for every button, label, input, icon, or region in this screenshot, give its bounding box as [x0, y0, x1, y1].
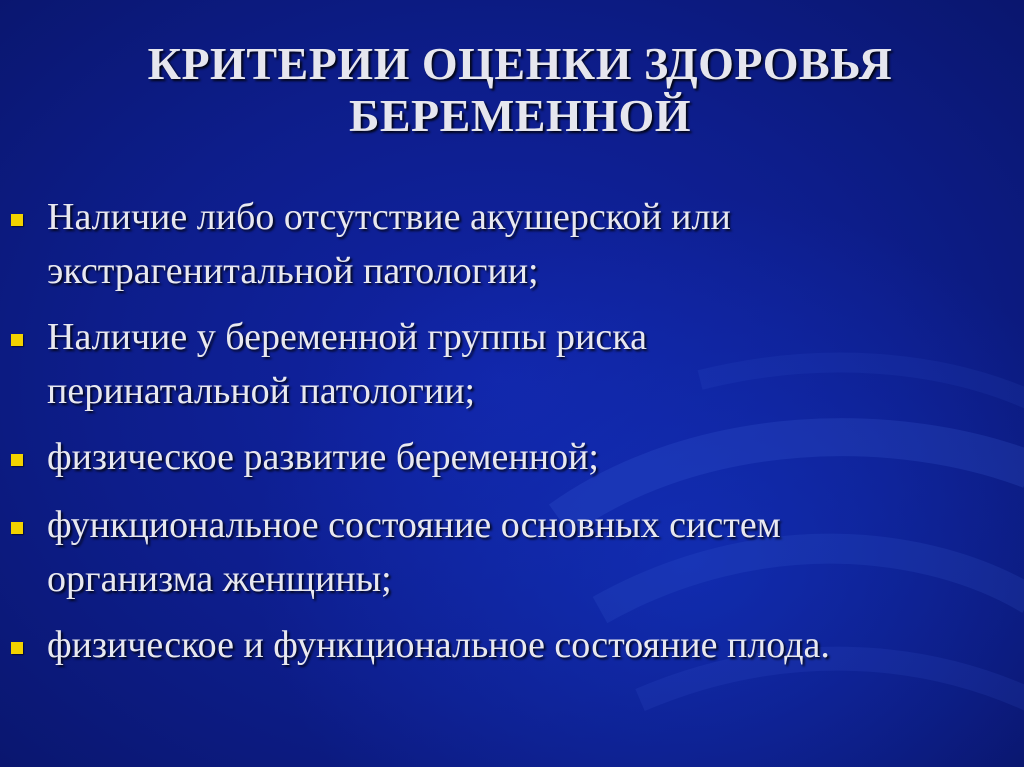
bullet-text-line: функциональное состояние основных систем: [47, 504, 781, 546]
bullet-text-line: Наличие либо отсутствие акушерской или: [47, 196, 731, 238]
square-bullet-icon: [11, 522, 23, 534]
square-bullet-icon: [11, 454, 23, 466]
bullet-item: [0, 498, 1010, 606]
bullet-item: [0, 618, 1010, 672]
bullet-text-line: физическое и функциональное состояние плода.: [47, 624, 830, 666]
square-bullet-icon: [11, 214, 23, 226]
bullet-text-line: Наличие у беременной группы риска: [47, 316, 647, 358]
bullet-list: [0, 190, 1010, 684]
slide-title-line: КРИТЕРИИ ОЦЕНКИ ЗДОРОВЬЯ: [147, 38, 893, 89]
bullet-item: [0, 190, 1010, 298]
bullet-text-line: перинатальной патологии;: [47, 370, 476, 412]
slide-title: [80, 38, 960, 142]
bullet-item: [0, 310, 1010, 418]
bullet-text-line: экстрагенитальной патологии;: [47, 250, 539, 292]
slide-title-line: БЕРЕМЕННОЙ: [348, 90, 692, 141]
bullet-text-line: организма женщины;: [47, 558, 392, 600]
square-bullet-icon: [11, 334, 23, 346]
bullet-item: [0, 430, 1010, 484]
square-bullet-icon: [11, 642, 23, 654]
bullet-text-line: физическое развитие беременной;: [47, 436, 599, 478]
